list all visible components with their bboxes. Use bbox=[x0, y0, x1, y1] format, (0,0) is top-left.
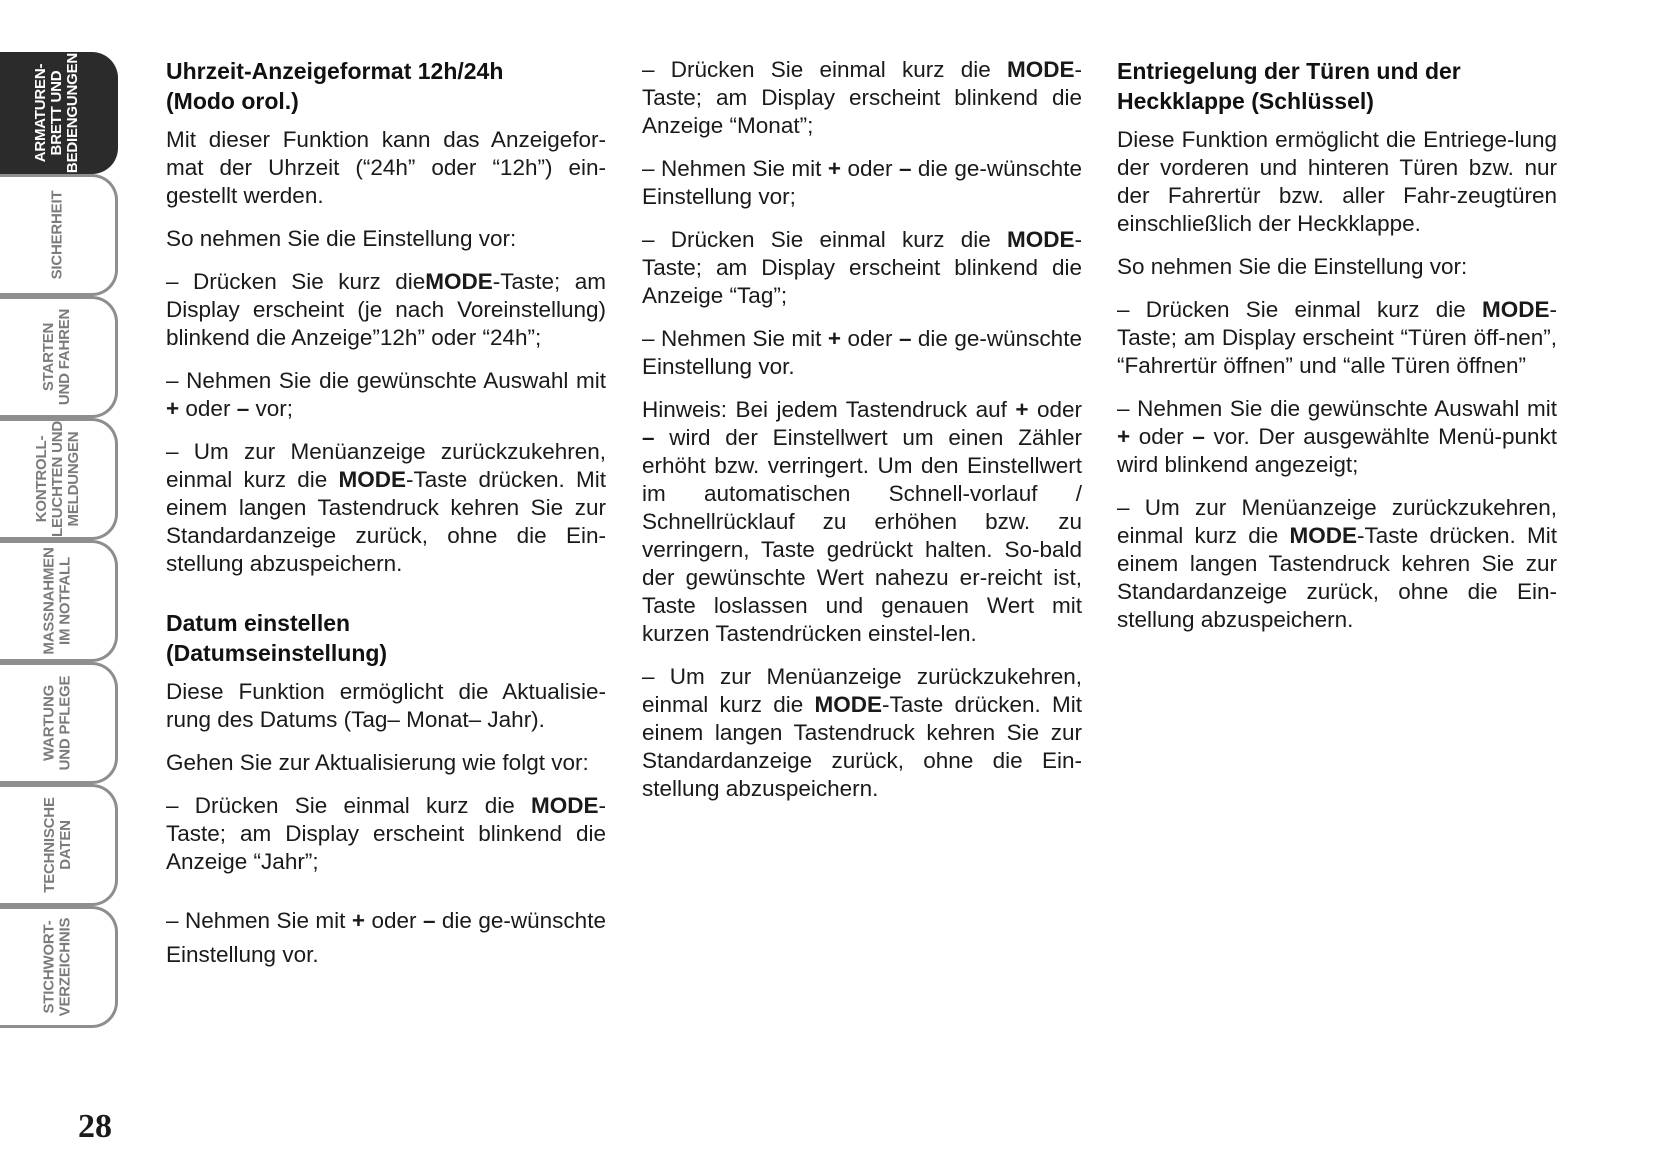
text-run: – Um zur Menüanzeige zurückzukehren, einmal kurz die bbox=[1117, 495, 1557, 548]
heading-line: (Datumseinstellung) bbox=[166, 640, 388, 666]
paragraph bbox=[166, 268, 606, 352]
paragraph bbox=[642, 226, 1082, 310]
paragraph: Mit dieser Funktion kann das Anzeigefor-mat der Uhrzeit (“24h” oder “12h”) ein-gestellt werden. bbox=[166, 127, 606, 208]
chapter-tab-rail bbox=[0, 52, 126, 1100]
paragraph bbox=[642, 663, 1082, 803]
paragraph bbox=[166, 438, 606, 578]
text-run: – Drücken Sie einmal kurz die bbox=[642, 227, 991, 252]
text-run: -Taste drücken. Mit einem langen Tastendruck kehren Sie zur Standardanzeige zurück, ohne die Ein-stellung abzuspeichern. bbox=[1117, 523, 1557, 632]
chapter-tab-sicherheit[interactable] bbox=[0, 174, 118, 296]
text-run: -Taste drücken. Mit einem langen Tastendruck kehren Sie zur Standardanzeige zurück, ohne die Ein-stellung abzuspeichern. bbox=[642, 692, 1082, 801]
section-heading-date bbox=[166, 608, 606, 668]
chapter-tab-armaturenbrett[interactable] bbox=[0, 52, 118, 174]
chapter-tab-stichwortverzeichnis[interactable] bbox=[0, 906, 118, 1028]
text-run: – Nehmen Sie die gewünschte Auswahl mit bbox=[166, 368, 606, 393]
paragraph bbox=[642, 56, 1082, 140]
paragraph bbox=[166, 367, 606, 423]
paragraph bbox=[1117, 395, 1557, 479]
section-heading-clock-format bbox=[166, 56, 606, 116]
chapter-tab-label: STICHWORT- VERZEICHNIS bbox=[40, 917, 74, 1017]
mode-key-label: MODE bbox=[1007, 227, 1075, 252]
chapter-tab-label: KONTROLL- LEUCHTEN UND MELDUNGEN bbox=[32, 421, 82, 537]
text-run: -Taste; am Display erscheint (je nach Voreinstellung) blinkend die Anzeige”12h” oder “24h”; bbox=[166, 269, 607, 350]
text-column-3 bbox=[1117, 56, 1557, 649]
text-run: – Drücken Sie einmal kurz die bbox=[642, 57, 991, 82]
plus-key-label: + bbox=[827, 156, 841, 181]
text-run: oder bbox=[847, 326, 893, 351]
text-run: vor. Der ausgewählte Menü-punkt wird blinkend angezeigt; bbox=[1117, 424, 1557, 477]
text-run: – Um zur Menüanzeige zurückzukehren, einmal kurz die bbox=[642, 664, 1082, 717]
text-run: -Taste drücken. Mit einem langen Tastendruck kehren Sie zur Standardanzeige zurück, ohne die Ein-stellung abzuspeichern. bbox=[166, 467, 606, 576]
text-run: wird der Einstellwert um einen Zähler erhöht bzw. verringert. Um den Einstellwert im automatischen Schnell-vorlauf / Schnellrücklauf zu erhöhen bzw. zu verringern, Taste gedrückt halten. So-bald der gewünschte Wert nahezu er-reicht ist, Taste loslassen und genauen Wert mit kurzen Tastendrücken einstel-len. bbox=[642, 425, 1082, 646]
paragraph-note bbox=[642, 396, 1082, 648]
text-run: oder bbox=[185, 396, 231, 421]
minus-key-label: – bbox=[898, 326, 912, 351]
paragraph: Gehen Sie zur Aktualisierung wie folgt vor: bbox=[166, 750, 589, 775]
text-run: oder bbox=[1138, 424, 1184, 449]
text-run: oder bbox=[371, 908, 417, 933]
text-run: – Nehmen Sie mit bbox=[642, 156, 822, 181]
paragraph: So nehmen Sie die Einstellung vor: bbox=[1117, 254, 1468, 279]
text-run: – Nehmen Sie die gewünschte Auswahl mit bbox=[1117, 396, 1557, 421]
text-run: -Taste; am Display erscheint blinkend die Anzeige “Tag”; bbox=[642, 227, 1082, 308]
text-run: oder bbox=[1036, 397, 1082, 422]
text-run: oder bbox=[847, 156, 893, 181]
heading-line: Uhrzeit-Anzeigeformat 12h/24h bbox=[166, 58, 504, 84]
text-run: – Um zur Menüanzeige zurückzukehren, einmal kurz die bbox=[166, 439, 606, 492]
paragraph bbox=[642, 325, 1082, 381]
paragraph bbox=[642, 155, 1082, 211]
text-run: -Taste; am Display erscheint blinkend die Anzeige “Monat”; bbox=[642, 57, 1082, 138]
plus-key-label: + bbox=[166, 396, 180, 421]
heading-line: (Modo orol.) bbox=[166, 88, 299, 114]
text-run: -Taste; am Display erscheint “Türen öff-nen”, “Fahrertür öffnen” und “alle Türen öffnen” bbox=[1117, 297, 1557, 378]
minus-key-label: – bbox=[642, 425, 655, 450]
chapter-tab-label: WARTUNG UND PFLEGE bbox=[40, 675, 74, 771]
mode-key-label: MODE bbox=[1482, 297, 1550, 322]
mode-key-label: MODE bbox=[1007, 57, 1075, 82]
page-number: 28 bbox=[78, 1108, 112, 1145]
plus-key-label: + bbox=[351, 908, 365, 933]
mode-key-label: MODE bbox=[1289, 523, 1357, 548]
minus-key-label: – bbox=[898, 156, 912, 181]
heading-line: Heckklappe (Schlüssel) bbox=[1117, 88, 1374, 114]
chapter-tab-label: MASSNAHMEN IM NOTFALL bbox=[40, 547, 74, 655]
chapter-tab-notfall[interactable] bbox=[0, 540, 118, 662]
text-run: – Nehmen Sie mit bbox=[166, 908, 346, 933]
chapter-tab-label: SICHERHEIT bbox=[48, 190, 66, 280]
minus-key-label: – bbox=[1192, 424, 1205, 449]
mode-key-label: MODE bbox=[425, 269, 493, 294]
minus-key-label: – bbox=[422, 908, 436, 933]
paragraph: So nehmen Sie die Einstellung vor: bbox=[166, 226, 517, 251]
text-column-2 bbox=[642, 56, 1082, 818]
chapter-tab-label: STARTEN UND FAHREN bbox=[40, 308, 74, 406]
text-column-1 bbox=[166, 56, 606, 987]
mode-key-label: MODE bbox=[531, 793, 599, 818]
text-run: – Drücken Sie einmal kurz die bbox=[1117, 297, 1466, 322]
paragraph bbox=[166, 904, 606, 972]
plus-key-label: + bbox=[1117, 424, 1131, 449]
text-run: -Taste; am Display erscheint blinkend die Anzeige “Jahr”; bbox=[166, 793, 606, 874]
plus-key-label: + bbox=[1015, 397, 1029, 422]
text-run: Hinweis: Bei jedem Tastendruck auf bbox=[642, 397, 1007, 422]
paragraph bbox=[1117, 296, 1557, 380]
chapter-tab-wartung[interactable] bbox=[0, 662, 118, 784]
text-run: die ge-wünschte Einstellung vor; bbox=[642, 156, 1082, 209]
text-run: vor; bbox=[255, 396, 294, 421]
paragraph: Diese Funktion ermöglicht die Aktualisie-rung des Datums (Tag– Monat– Jahr). bbox=[166, 679, 606, 732]
mode-key-label: MODE bbox=[814, 692, 882, 717]
text-run: – Nehmen Sie mit bbox=[642, 326, 822, 351]
mode-key-label: MODE bbox=[338, 467, 406, 492]
text-run: – Drücken Sie einmal kurz die bbox=[166, 793, 515, 818]
chapter-tab-label: TECHNISCHE DATEN bbox=[40, 797, 74, 893]
heading-line: Entriegelung der Türen und der bbox=[1117, 58, 1461, 84]
chapter-tab-starten[interactable] bbox=[0, 296, 118, 418]
heading-line: Datum einstellen bbox=[166, 610, 351, 636]
paragraph bbox=[166, 792, 606, 876]
chapter-tab-technische-daten[interactable] bbox=[0, 784, 118, 906]
text-run: – Drücken Sie kurz die bbox=[166, 269, 426, 294]
chapter-tab-label: ARMATUREN- BRETT UND BEDIENGUNGEN bbox=[32, 52, 82, 174]
text-run: die ge-wünschte Einstellung vor. bbox=[642, 326, 1082, 379]
paragraph: Diese Funktion ermöglicht die Entriege-lung der vorderen und hinteren Türen bzw. nur der Fahrertür bzw. aller Fahr-zeugtüren einschließlich der Heckklappe. bbox=[1117, 127, 1557, 236]
section-heading-door-unlock bbox=[1117, 56, 1557, 116]
text-run: die ge-wünschte Einstellung vor. bbox=[166, 908, 606, 967]
minus-key-label: – bbox=[236, 396, 250, 421]
chapter-tab-kontrollleuchten[interactable] bbox=[0, 418, 118, 540]
paragraph bbox=[1117, 494, 1557, 634]
plus-key-label: + bbox=[827, 326, 841, 351]
